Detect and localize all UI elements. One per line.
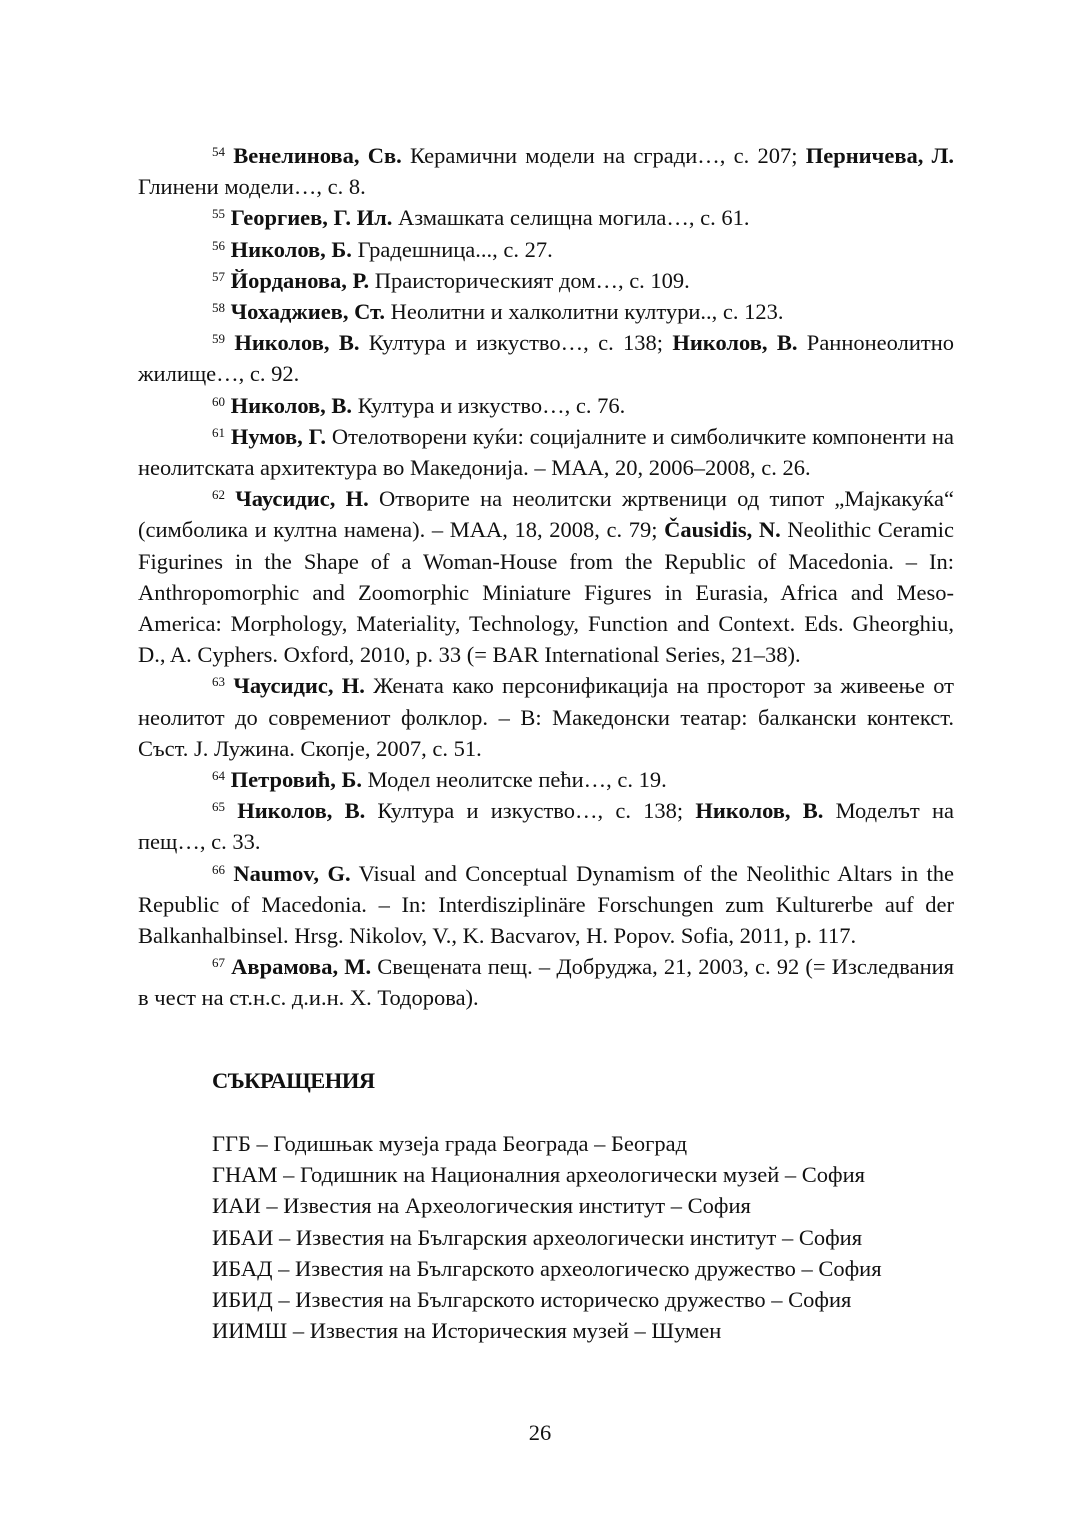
footnote-author: Čausidis, N.: [664, 517, 781, 543]
footnote-number: 57: [212, 268, 225, 284]
footnote-author: Перничева, Л.: [805, 143, 954, 168]
footnote-author: Георгиев, Г. Ил.: [230, 205, 393, 231]
footnote-author: Чаусидис, Н.: [235, 486, 369, 512]
footnote: [138, 764, 954, 795]
footnote: [138, 483, 954, 670]
footnote-number: 61: [212, 424, 225, 440]
footnote-text: Глинени модели…, с. 8.: [138, 174, 366, 200]
footnote: [138, 265, 954, 296]
footnote-author: Николов, В.: [672, 330, 798, 356]
footnote-author: Петровић, Б.: [230, 767, 363, 793]
abbreviation-item: ИБИД – Известия на Българското историческо дружество – София: [212, 1287, 852, 1313]
abbreviation-item: ГГБ – Годишњак музеја града Београда – Београд: [212, 1131, 688, 1156]
footnote: [138, 140, 954, 202]
footnote-text: Керамични модели на сгради…, с. 207;: [401, 143, 806, 168]
footnote-number: 58: [212, 299, 225, 315]
footnote-number: 67: [212, 955, 225, 971]
footnote-text: Култура и изкуство…, с. 138;: [365, 798, 696, 824]
footnote-author: Нумов, Г.: [230, 423, 326, 449]
footnote-text: Градешница..., с. 27.: [351, 236, 553, 262]
footnote-number: 55: [212, 206, 225, 222]
footnote-number: 59: [212, 331, 225, 347]
footnote-number: 60: [212, 393, 225, 409]
footnote: [138, 296, 954, 327]
footnote-text: Неолитни и халколитни култури.., с. 123.: [385, 299, 784, 325]
footnote-author: Николов, В.: [230, 392, 353, 418]
footnote-text: Праисторическият дом…, с. 109.: [369, 267, 690, 293]
footnote-text: Култура и изкуство…, с. 76.: [352, 392, 626, 418]
footnote-text: Отворите на неолитски жртвеници од типот „Мајкакуќа“ (симболика и култна намена). – МАА, 18, 2008, с. 79;: [138, 486, 955, 543]
footnote-author: Николов, В.: [695, 798, 824, 824]
footnote-author: Николов, Б.: [230, 236, 352, 262]
footnote: [138, 202, 954, 233]
footnote-text: Култура и изкуство…, с. 138;: [359, 330, 673, 356]
footnote-text: Visual and Conceptual Dynamism of the Neolithic Altars in the Republic of Macedonia. – In: Interdisziplinäre Forschungen zum Kulturerbe auf der Balkanhalbinsel. Hrsg. Nikolov, V., K. Bacvarov, H. Popov. Sofia, 2011, p. 117.: [138, 860, 954, 949]
footnote-text: Моделът на пещ…, с. 33.: [138, 798, 954, 855]
footnote-text: Азмашката селищна могила…, с. 61.: [392, 205, 750, 231]
footnote-author: Венелинова, Св.: [233, 143, 402, 168]
abbreviation-item: ИБАД – Известия на Българското археологическо дружество – София: [212, 1255, 882, 1281]
footnote-text: Отелотворени куќи: социјалните и симболичките компоненти на неолитската архитектура во Македонија. – МАА, 20, 2006–2008, с. 26.: [138, 423, 954, 481]
footnote-number: 54: [212, 143, 225, 159]
footnotes-section: [138, 140, 954, 1014]
footnote-text: Свещената пещ. – Добруджа, 21, 2003, с. 92 (= Изследвания в чест на ст.н.с. д.и.н. Х. Тодорова).: [138, 954, 955, 1011]
footnote-number: 56: [212, 237, 225, 253]
page-number: 26: [528, 1420, 552, 1445]
footnote-author: Николов, В.: [237, 798, 366, 824]
footnote-number: 65: [212, 799, 225, 815]
footnote: [138, 234, 954, 265]
footnote: [138, 390, 954, 421]
abbreviation-item: ИБАИ – Известия на Българския археологически институт – София: [212, 1224, 863, 1250]
abbreviation-item: ГНАМ – Годишник на Националния археологически музей – София: [212, 1162, 866, 1188]
footnote: [138, 858, 954, 952]
abbreviations-heading: СЪКРАЩЕНИЯ: [212, 1068, 375, 1093]
footnote: [138, 327, 954, 389]
footnote-text: Жената како персонификација на просторот за живеење от неолитот до современиот фолклор. – В: Македонски театар: балкански контекст. Съст. Ј. Лужина. Скопје, 2007, с. 51.: [138, 673, 954, 761]
abbreviation-item: ИАИ – Известия на Археологическия институт – София: [212, 1193, 751, 1219]
footnote: [138, 951, 954, 1013]
footnote-author: Аврамова, М.: [231, 954, 372, 980]
footnote-number: 66: [212, 861, 225, 877]
footnote-author: Йорданова, Р.: [230, 267, 370, 293]
footnote-author: Николов, В.: [234, 330, 360, 356]
footnote-author: Чохаджиев, Ст.: [230, 299, 386, 325]
footnote-text: Раннонеолитно жилище…, с. 92.: [138, 330, 955, 387]
footnote-text: Модел неолитске пећи…, с. 19.: [362, 767, 667, 793]
footnote-number: 64: [212, 767, 225, 783]
footnote: [138, 421, 954, 483]
footnote: [138, 670, 954, 764]
footnote-author: Naumov, G.: [233, 860, 351, 886]
footnote-text: Neolithic Ceramic Figurines in the Shape of a Woman-House from the Republic of Macedonia. – In: Anthropomorphic and Zoomorphic Miniature Figures in Eurasia, Africa and Meso-America: Morphology, Materiality, Technology, Function and Context. Eds. Gheorghiu, D., A. Cyphers. Oxford, 2010, p. 33 (= BAR International Series, 21–38).: [138, 517, 954, 668]
footnote-author: Чаусидис, Н.: [233, 673, 365, 699]
footnote-number: 63: [212, 674, 225, 690]
footnote-number: 62: [212, 487, 225, 503]
abbreviation-item: ИИМШ – Известия на Историческия музей – Шумен: [212, 1318, 722, 1344]
abbreviations-list: [212, 1128, 972, 1346]
footnote: [138, 795, 954, 857]
